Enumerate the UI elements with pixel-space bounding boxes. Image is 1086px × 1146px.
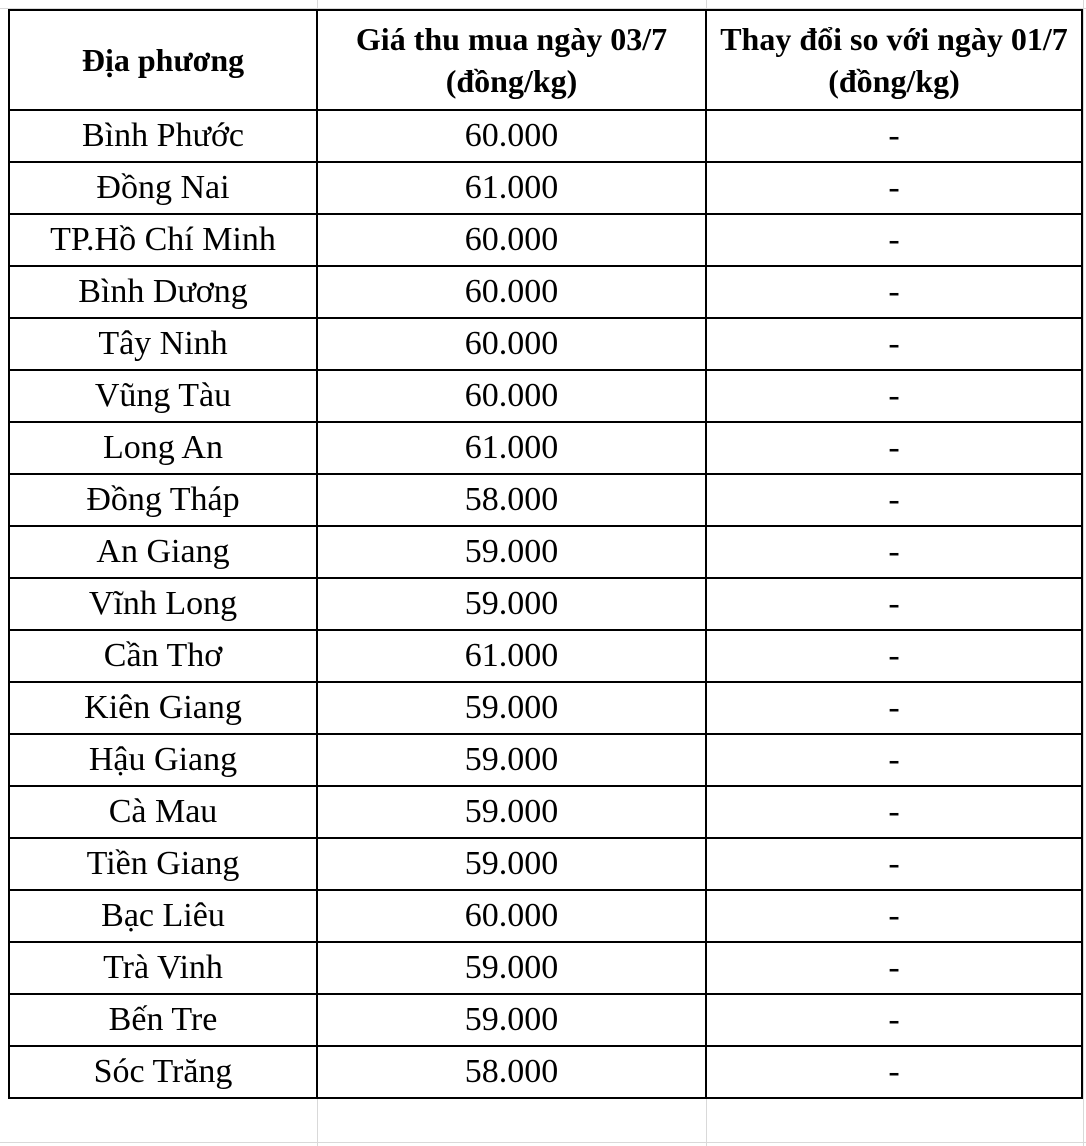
cell-region[interactable]: Vĩnh Long (9, 578, 317, 630)
table-row (9, 734, 1082, 786)
cell-region[interactable]: Hậu Giang (9, 734, 317, 786)
cell-price[interactable]: 59.000 (317, 682, 706, 734)
cell-region[interactable]: Sóc Trăng (9, 1046, 317, 1098)
gridline (0, 1142, 1086, 1143)
cell-price[interactable]: 60.000 (317, 318, 706, 370)
table-header (9, 10, 1082, 110)
cell-change[interactable]: - (706, 110, 1082, 162)
table-row (9, 526, 1082, 578)
cell-region[interactable]: Bình Phước (9, 110, 317, 162)
header-row (9, 10, 1082, 110)
table-row (9, 1046, 1082, 1098)
cell-change[interactable]: - (706, 578, 1082, 630)
table-row (9, 318, 1082, 370)
cell-change[interactable]: - (706, 370, 1082, 422)
table-row (9, 214, 1082, 266)
cell-change[interactable]: - (706, 526, 1082, 578)
cell-change[interactable]: - (706, 214, 1082, 266)
cell-price[interactable]: 59.000 (317, 838, 706, 890)
table-row (9, 578, 1082, 630)
cell-price[interactable]: 59.000 (317, 578, 706, 630)
cell-change[interactable]: - (706, 422, 1082, 474)
cell-region[interactable]: Tiền Giang (9, 838, 317, 890)
header-price[interactable]: Giá thu mua ngày 03/7 (đồng/kg) (317, 10, 706, 110)
table-row (9, 786, 1082, 838)
cell-change[interactable]: - (706, 838, 1082, 890)
table-row (9, 890, 1082, 942)
cell-change[interactable]: - (706, 1046, 1082, 1098)
table-row (9, 682, 1082, 734)
cell-price[interactable]: 59.000 (317, 786, 706, 838)
cell-price[interactable]: 58.000 (317, 1046, 706, 1098)
cell-price[interactable]: 59.000 (317, 526, 706, 578)
cell-price[interactable]: 61.000 (317, 630, 706, 682)
cell-region[interactable]: Vũng Tàu (9, 370, 317, 422)
header-change[interactable]: Thay đổi so với ngày 01/7 (đồng/kg) (706, 10, 1082, 110)
cell-region[interactable]: Bạc Liêu (9, 890, 317, 942)
table-row (9, 266, 1082, 318)
table-body (9, 110, 1082, 1098)
table-row (9, 942, 1082, 994)
price-table (8, 9, 1083, 1099)
cell-region[interactable]: Đồng Nai (9, 162, 317, 214)
cell-change[interactable]: - (706, 162, 1082, 214)
cell-region[interactable]: Trà Vinh (9, 942, 317, 994)
cell-price[interactable]: 61.000 (317, 422, 706, 474)
cell-price[interactable]: 61.000 (317, 162, 706, 214)
cell-price[interactable]: 60.000 (317, 890, 706, 942)
table-row (9, 994, 1082, 1046)
cell-change[interactable]: - (706, 266, 1082, 318)
cell-change[interactable]: - (706, 474, 1082, 526)
cell-price[interactable]: 59.000 (317, 942, 706, 994)
table-row (9, 110, 1082, 162)
cell-region[interactable]: Bình Dương (9, 266, 317, 318)
cell-region[interactable]: TP.Hồ Chí Minh (9, 214, 317, 266)
cell-change[interactable]: - (706, 890, 1082, 942)
cell-price[interactable]: 60.000 (317, 214, 706, 266)
table-row (9, 838, 1082, 890)
cell-change[interactable]: - (706, 786, 1082, 838)
cell-change[interactable]: - (706, 942, 1082, 994)
cell-change[interactable]: - (706, 994, 1082, 1046)
cell-price[interactable]: 59.000 (317, 994, 706, 1046)
cell-region[interactable]: An Giang (9, 526, 317, 578)
cell-change[interactable]: - (706, 682, 1082, 734)
cell-price[interactable]: 58.000 (317, 474, 706, 526)
cell-region[interactable]: Long An (9, 422, 317, 474)
cell-price[interactable]: 60.000 (317, 370, 706, 422)
header-region[interactable]: Địa phương (9, 10, 317, 110)
cell-price[interactable]: 60.000 (317, 266, 706, 318)
cell-region[interactable]: Đồng Tháp (9, 474, 317, 526)
cell-region[interactable]: Bến Tre (9, 994, 317, 1046)
cell-price[interactable]: 60.000 (317, 110, 706, 162)
table-row (9, 474, 1082, 526)
cell-region[interactable]: Tây Ninh (9, 318, 317, 370)
cell-change[interactable]: - (706, 734, 1082, 786)
table-row (9, 422, 1082, 474)
cell-region[interactable]: Cà Mau (9, 786, 317, 838)
cell-change[interactable]: - (706, 630, 1082, 682)
cell-region[interactable]: Cần Thơ (9, 630, 317, 682)
table-row (9, 162, 1082, 214)
cell-change[interactable]: - (706, 318, 1082, 370)
table-row (9, 370, 1082, 422)
cell-region[interactable]: Kiên Giang (9, 682, 317, 734)
cell-price[interactable]: 59.000 (317, 734, 706, 786)
gridline (1083, 0, 1084, 1146)
table-row (9, 630, 1082, 682)
